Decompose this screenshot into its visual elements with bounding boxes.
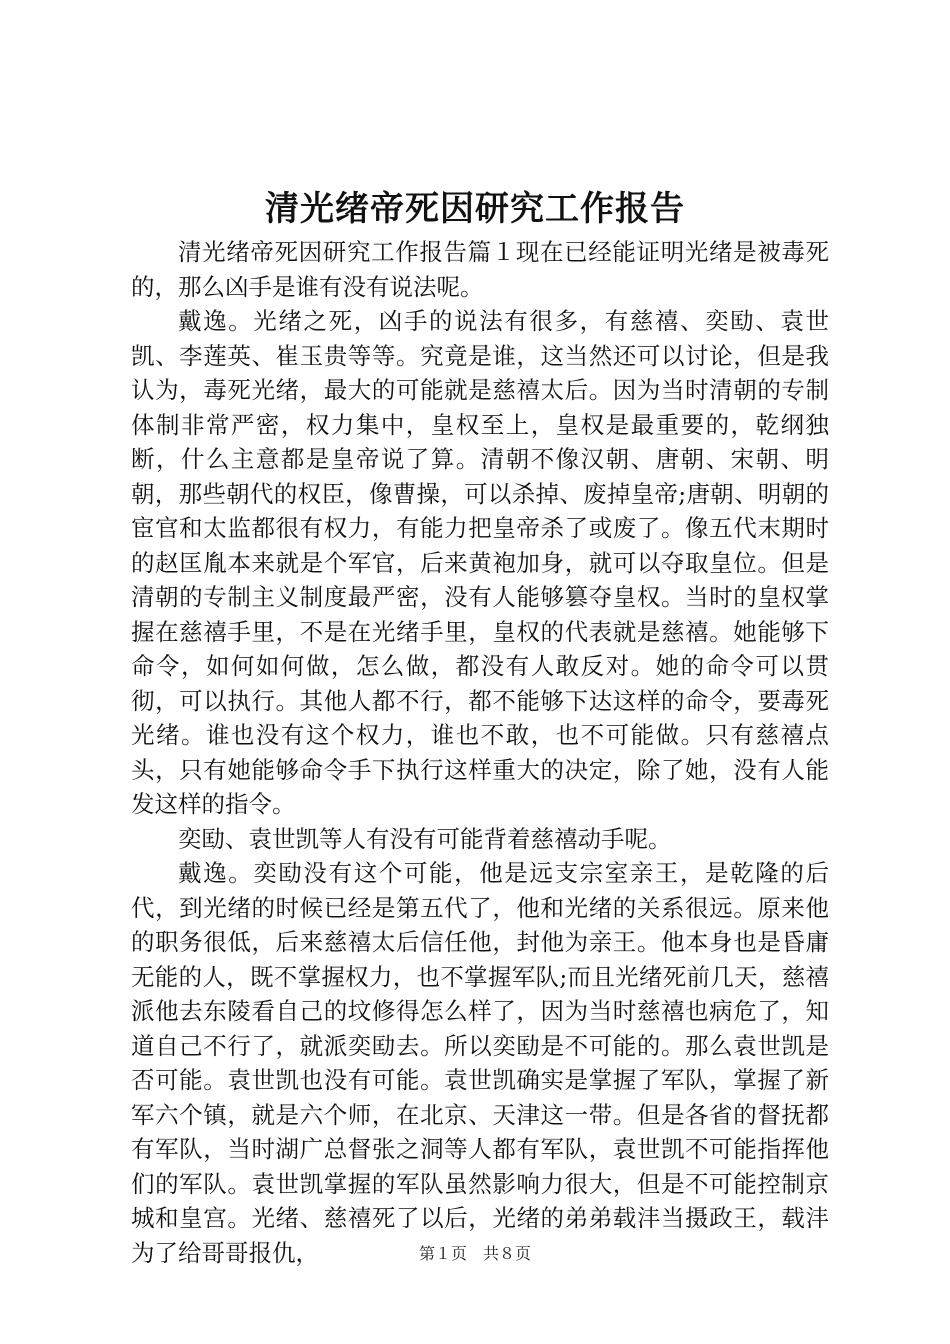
document-title: 清光绪帝死因研究工作报告	[265, 189, 685, 229]
body-paragraph: 戴逸。奕劻没有这个可能，他是远支宗室亲王，是乾隆的后代，到光绪的时候已经是第五代了，他和光绪的关系很远。原来他的职务很低，后来慈禧太后信任他，封他为亲王。他本身也是昏庸无能的人，既不掌握权力，也不掌握军队;而且光绪死前几天，慈禧派他去东陵看自己的坟修得怎么样了，因为当时慈禧也病危了，知道自己不行了，就派奕劻去。所以奕劻是不可能的。那么袁世凯是否可能。袁世凯也没有可能。袁世凯确实是掌握了军队，掌握了新军六个镇，就是六个师，在北京、天津这一带。但是各省的督抚都有军队，当时湖广总督张之洞等人都有军队，袁世凯不可能指挥他们的军队。袁世凯掌握的军队虽然影响力很大，但是不可能控制京城和皇宫。光绪、慈禧死了以后，光绪的弟弟载沣当摄政王，载沣为了给哥哥报仇，	[131, 859, 829, 1267]
body-paragraph: 奕劻、袁世凯等人有没有可能背着慈禧动手呢。	[178, 824, 672, 853]
page-number-footer: 第１页 共８页	[418, 1244, 531, 1263]
body-paragraph: 清光绪帝死因研究工作报告篇１现在已经能证明光绪是被毒死的，那么凶手是谁有没有说法呢。	[131, 238, 829, 301]
body-paragraph: 戴逸。光绪之死，凶手的说法有很多，有慈禧、奕劻、袁世凯、李莲英、崔玉贵等等。究竟是谁，这当然还可以讨论，但是我认为，毒死光绪，最大的可能就是慈禧太后。因为当时清朝的专制体制非常严密，权力集中，皇权至上，皇权是最重要的，乾纲独断，什么主意都是皇帝说了算。清朝不像汉朝、唐朝、宋朝、明朝，那些朝代的权臣，像曹操，可以杀掉、废掉皇帝;唐朝、明朝的宦官和太监都很有权力，有能力把皇帝杀了或废了。像五代末期时的赵匡胤本来就是个军官，后来黄袍加身，就可以夺取皇位。但是清朝的专制主义制度最严密，没有人能够篡夺皇权。当时的皇权掌握在慈禧手里，不是在光绪手里，皇权的代表就是慈禧。她能够下命令，如何如何做，怎么做，都没有人敢反对。她的命令可以贯彻，可以执行。其他人都不行，都不能够下达这样的命令，要毒死光绪。谁也没有这个权力，谁也不敢，也不可能做。只有慈禧点头，只有她能够命令手下执行这样重大的决定，除了她，没有人能发这样的指令。	[131, 307, 829, 818]
document-body	[131, 235, 829, 1270]
